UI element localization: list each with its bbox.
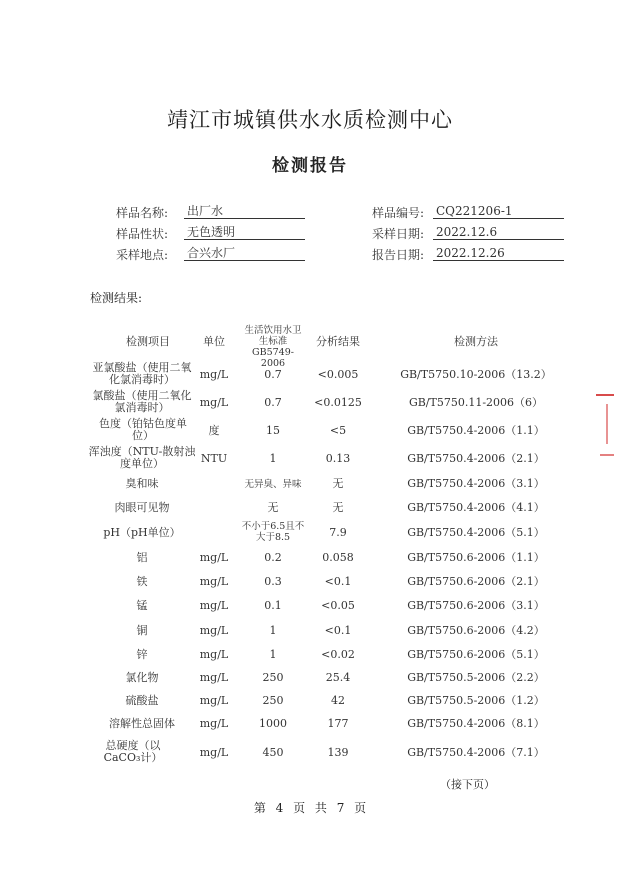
cell-result: <0.1: [324, 624, 352, 637]
cell-item: 肉眼可见物: [114, 501, 170, 514]
cell-standard: 0.1: [264, 599, 282, 612]
sample-property-value: 无色透明: [184, 225, 305, 240]
org-title: 靖江市城镇供水水质检测中心: [167, 108, 453, 132]
sample-id-label: 样品编号:: [372, 206, 425, 220]
cell-method: GB/T5750.4-2006（5.1）: [407, 526, 545, 539]
cell-method: GB/T5750.4-2006（3.1）: [407, 477, 545, 490]
cell-unit: 度: [208, 424, 220, 437]
cell-unit: mg/L: [199, 599, 229, 612]
cell-standard: 1: [269, 452, 277, 465]
cell-result: 0.058: [322, 551, 354, 564]
cell-item: 溶解性总固体: [109, 717, 175, 730]
cell-method: GB/T5750.4-2006（2.1）: [407, 452, 545, 465]
cell-result: 177: [327, 717, 349, 730]
cell-standard: 0.7: [264, 396, 282, 409]
cell-unit: mg/L: [199, 648, 229, 661]
cell-result: 无: [332, 501, 344, 514]
cell-result: 25.4: [325, 671, 351, 684]
stamp-mark: [596, 394, 614, 396]
cell-method: GB/T5750.5-2006（2.2）: [407, 671, 545, 684]
cell-method: GB/T5750.6-2006（4.2）: [407, 624, 545, 637]
sample-date-label: 采样日期:: [372, 227, 425, 241]
page-number: 第 4 页 共 7 页: [253, 801, 367, 815]
cell-item: 总硬度（以CaCO₃计）: [103, 739, 163, 764]
cell-result: 42: [331, 694, 345, 707]
sample-property-label: 样品性状:: [116, 227, 169, 241]
cell-method: GB/T5750.6-2006（2.1）: [407, 575, 545, 588]
cell-item: pH（pH单位）: [103, 526, 181, 539]
cell-item: 臭和味: [125, 477, 159, 490]
cell-item: 铜: [136, 624, 148, 637]
header-result: 分析结果: [316, 335, 360, 348]
cell-standard: 0.2: [264, 551, 282, 564]
results-label: 检测结果:: [90, 291, 143, 305]
sample-id-value: CQ221206-1: [433, 204, 564, 219]
cell-standard: 1000: [259, 717, 287, 730]
sample-location-value: 合兴水厂: [184, 246, 305, 261]
cell-standard: 无: [267, 501, 279, 514]
cell-method: GB/T5750.6-2006（5.1）: [407, 648, 545, 661]
header-method: 检测方法: [454, 335, 498, 348]
cell-unit: mg/L: [199, 551, 229, 564]
report-title: 检测报告: [272, 156, 348, 176]
stamp-mark: [606, 404, 608, 444]
cell-item: 铝: [136, 551, 148, 564]
cell-result: 0.13: [325, 452, 351, 465]
continued-note: （接下页）: [440, 778, 495, 791]
cell-item: 硫酸盐: [125, 694, 159, 707]
cell-method: GB/T5750.4-2006（4.1）: [407, 501, 545, 514]
cell-item: 浑浊度（NTU-散射浊度单位）: [88, 445, 196, 470]
cell-method: GB/T5750.5-2006（1.2）: [407, 694, 545, 707]
cell-item: 铁: [136, 575, 148, 588]
cell-item: 锰: [136, 599, 148, 612]
cell-unit: mg/L: [199, 624, 229, 637]
cell-standard: 250: [262, 671, 284, 684]
cell-unit: NTU: [200, 452, 228, 465]
cell-unit: mg/L: [199, 368, 229, 381]
cell-result: <0.05: [321, 599, 355, 612]
cell-standard: 1: [269, 624, 277, 637]
cell-unit: mg/L: [199, 396, 229, 409]
report-date-label: 报告日期:: [372, 248, 425, 262]
cell-unit: mg/L: [199, 671, 229, 684]
report-date-value: 2022.12.26: [433, 246, 564, 261]
cell-unit: mg/L: [199, 694, 229, 707]
header-item: 检测项目: [126, 335, 170, 348]
cell-method: GB/T5750.4-2006（1.1）: [407, 424, 545, 437]
sample-location-label: 采样地点:: [116, 248, 169, 262]
header-standard: 生活饮用水卫生标准GB5749-2006: [244, 325, 302, 369]
cell-result: <5: [329, 424, 347, 437]
cell-standard: 不小于6.5且不大于8.5: [241, 521, 305, 543]
cell-unit: mg/L: [199, 717, 229, 730]
stamp-mark: [600, 454, 614, 456]
cell-item: 亚氯酸盐（使用二氧化氯消毒时）: [92, 361, 192, 386]
sample-name-value: 出厂水: [184, 204, 305, 219]
cell-unit: mg/L: [199, 746, 229, 759]
cell-standard: 无异臭、异味: [244, 479, 302, 490]
cell-standard: 0.3: [264, 575, 282, 588]
cell-method: GB/T5750.4-2006（7.1）: [407, 746, 545, 759]
cell-item: 氯化物: [125, 671, 159, 684]
cell-result: <0.1: [324, 575, 352, 588]
cell-item: 氯酸盐（使用二氧化氯消毒时）: [92, 389, 192, 414]
sample-date-value: 2022.12.6: [433, 225, 564, 240]
cell-standard: 1: [269, 648, 277, 661]
cell-result: 139: [327, 746, 349, 759]
cell-result: <0.0125: [314, 396, 362, 409]
cell-method: GB/T5750.6-2006（1.1）: [407, 551, 545, 564]
cell-method: GB/T5750.6-2006（3.1）: [407, 599, 545, 612]
cell-result: 无: [332, 477, 344, 490]
cell-standard: 450: [262, 746, 284, 759]
header-unit: 单位: [203, 335, 225, 348]
cell-method: GB/T5750.11-2006（6）: [408, 396, 544, 409]
cell-item: 锌: [136, 648, 148, 661]
cell-unit: mg/L: [199, 575, 229, 588]
cell-result: <0.02: [321, 648, 355, 661]
sample-name-label: 样品名称:: [116, 206, 169, 220]
cell-result: 7.9: [329, 526, 347, 539]
cell-standard: 250: [262, 694, 284, 707]
cell-method: GB/T5750.4-2006（8.1）: [407, 717, 545, 730]
cell-item: 色度（铂钴色度单位）: [99, 417, 187, 442]
cell-result: <0.005: [317, 368, 359, 381]
cell-standard: 0.7: [264, 368, 282, 381]
cell-standard: 15: [266, 424, 280, 437]
cell-method: GB/T5750.10-2006（13.2）: [400, 368, 552, 381]
